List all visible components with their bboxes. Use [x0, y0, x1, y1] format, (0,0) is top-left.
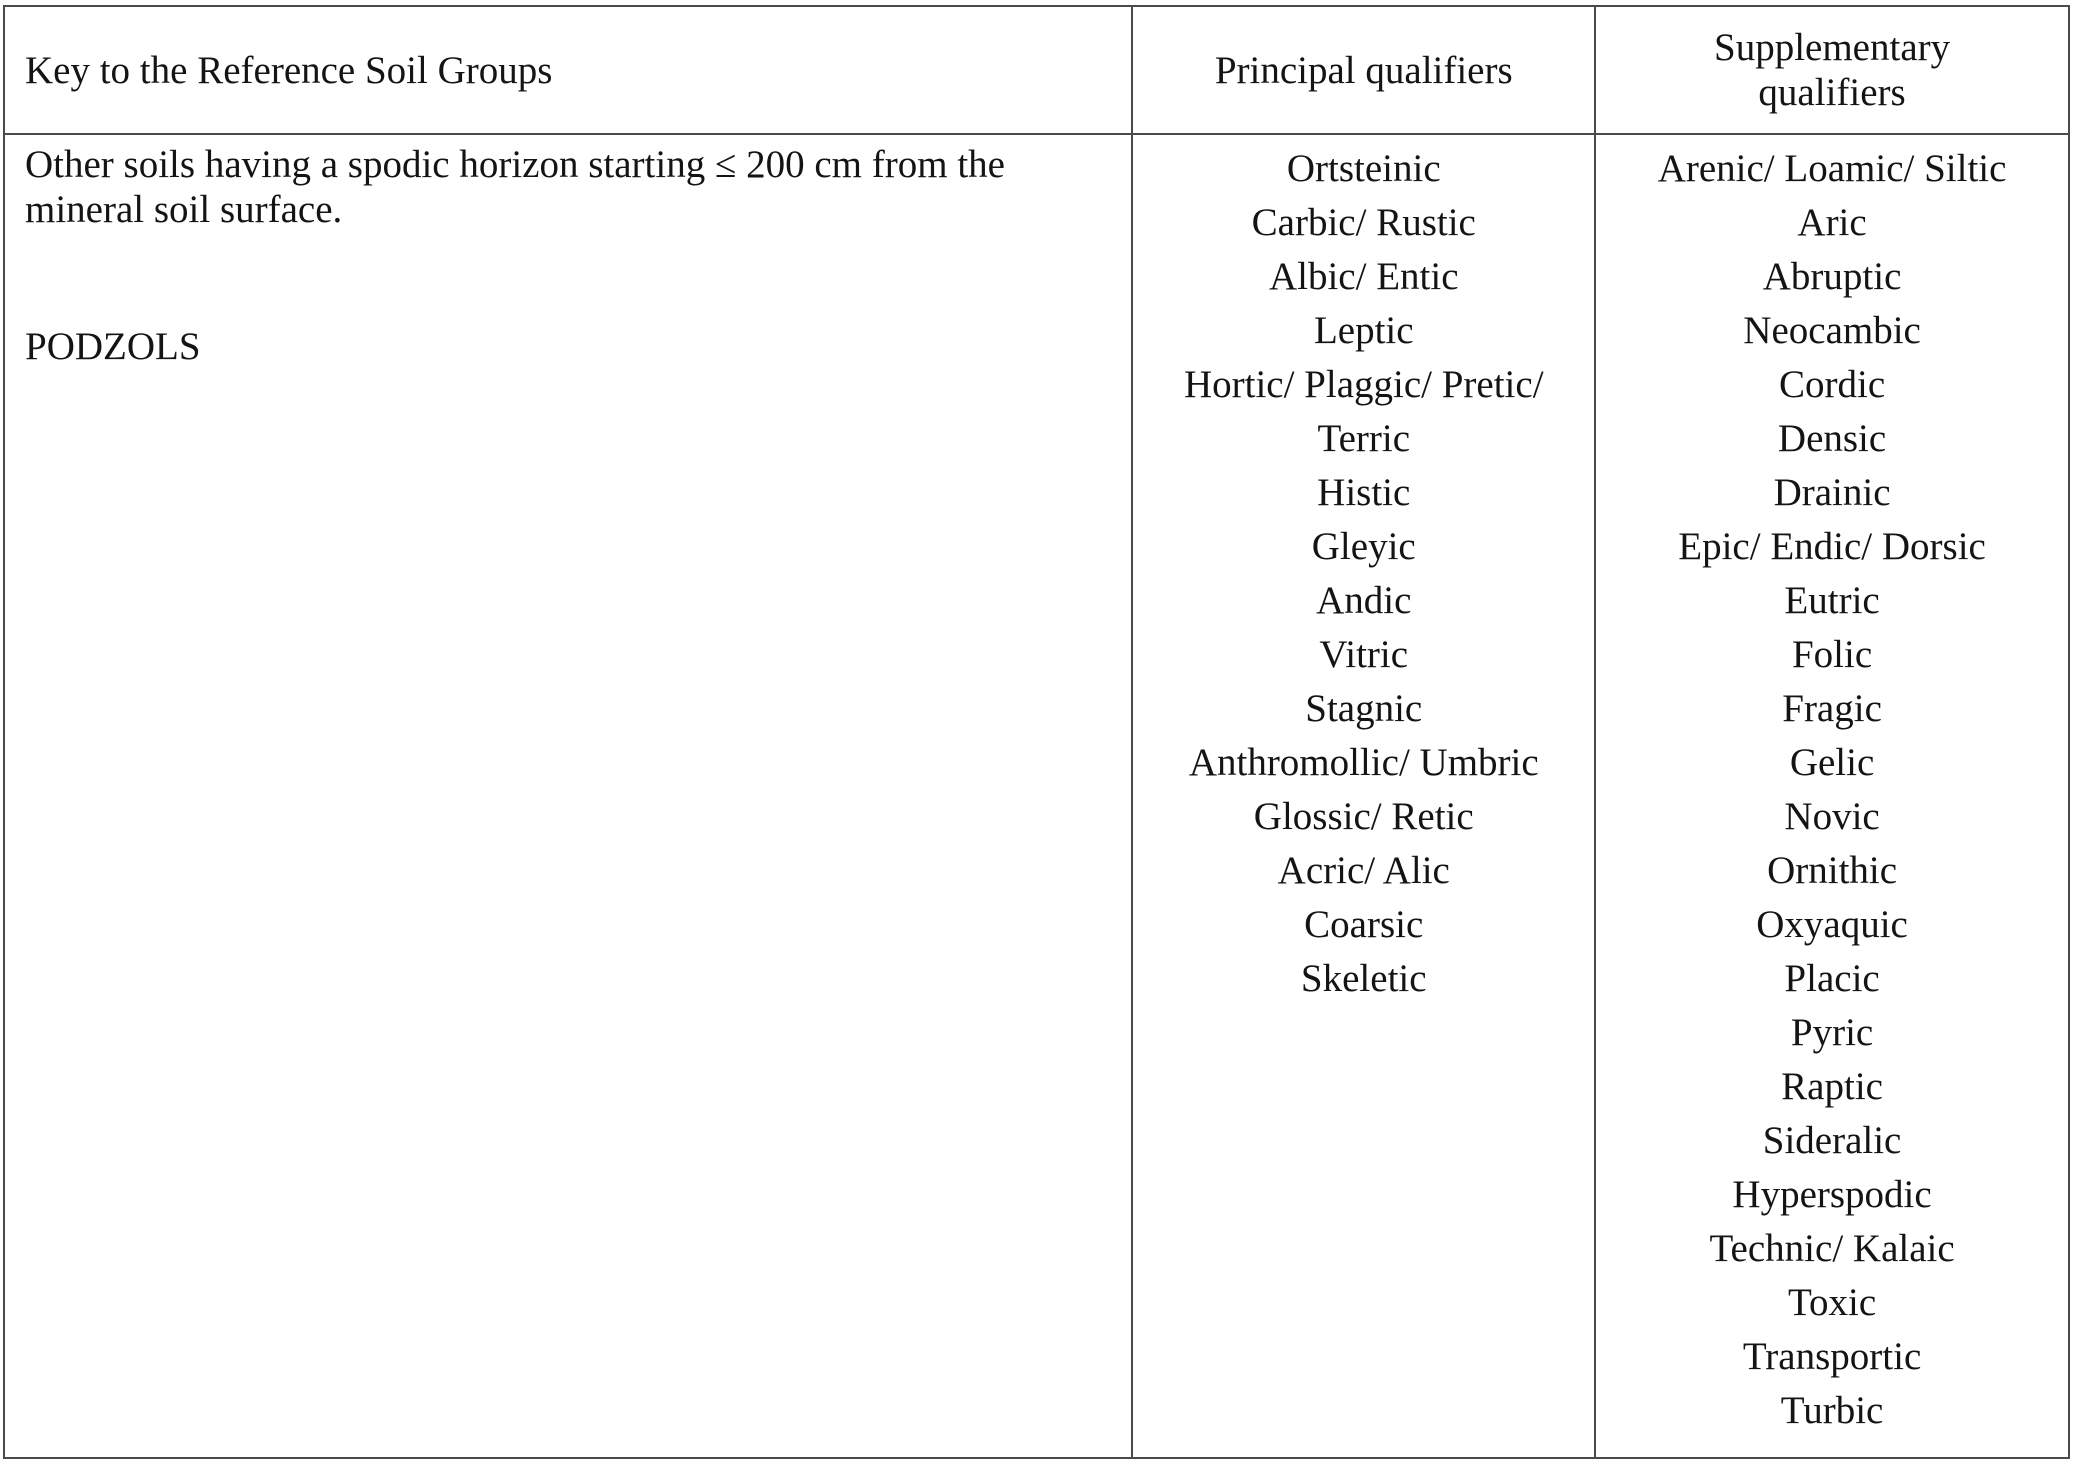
principal-qualifier-item: Coarsic [1304, 903, 1424, 946]
header-key: Key to the Reference Soil Groups [4, 6, 1132, 134]
supplementary-qualifier-item: Arenic/ Loamic/ Siltic [1657, 147, 2007, 190]
supplementary-qualifier-item: Abruptic [1762, 255, 1902, 298]
supplementary-qualifier-item: Cordic [1778, 363, 1886, 406]
principal-qualifier-item: Terric [1317, 417, 1411, 460]
principal-qualifier-item: Skeletic [1300, 957, 1427, 1000]
header-principal-qualifiers: Principal qualifiers [1132, 6, 1595, 134]
principal-qualifier-item: Vitric [1319, 633, 1409, 676]
supplementary-qualifier-item: Placic [1784, 957, 1880, 1000]
key-description: Other soils having a spodic horizon starting ≤ 200 cm from the mineral soil surface. [25, 143, 1005, 231]
principal-qualifier-item: Stagnic [1305, 687, 1423, 730]
supplementary-qualifier-item: Hyperspodic [1732, 1173, 1932, 1216]
supplementary-qualifier-item: Raptic [1781, 1065, 1883, 1108]
header-supplementary-line1: Supplementary [1714, 26, 1951, 69]
principal-qualifier-item: Albic/ Entic [1268, 255, 1459, 298]
supplementary-qualifier-item: Gelic [1789, 741, 1875, 784]
supplementary-qualifier-item: Toxic [1787, 1281, 1877, 1324]
principal-qualifier-item: Acric/ Alic [1277, 849, 1450, 892]
supplementary-qualifier-item: Aric [1797, 201, 1867, 244]
supplementary-qualifiers-list [1596, 142, 2068, 1438]
principal-qualifier-item: Andic [1316, 579, 1412, 622]
reference-soil-group-name: PODZOLS [25, 325, 201, 368]
principal-qualifier-item: Ortsteinic [1286, 147, 1441, 190]
key-cell [4, 134, 1132, 1458]
supplementary-qualifier-item: Transportic [1742, 1335, 1922, 1378]
principal-qualifiers-cell [1132, 134, 1595, 1458]
principal-qualifier-item: Glossic/ Retic [1253, 795, 1474, 838]
supplementary-qualifier-item: Pyric [1790, 1011, 1874, 1054]
supplementary-qualifier-item: Technic/ Kalaic [1709, 1227, 1955, 1270]
principal-qualifiers-list [1133, 142, 1594, 1006]
supplementary-qualifier-item: Neocambic [1743, 309, 1921, 352]
principal-qualifier-item: Gleyic [1311, 525, 1416, 568]
principal-qualifier-item: Histic [1317, 471, 1411, 514]
supplementary-qualifiers-cell [1595, 134, 2069, 1458]
principal-qualifier-item: Leptic [1313, 309, 1414, 352]
header-supplementary-qualifiers [1595, 6, 2069, 134]
supplementary-qualifier-item: Sideralic [1762, 1119, 1902, 1162]
supplementary-qualifier-item: Eutric [1784, 579, 1880, 622]
supplementary-qualifier-item: Fragic [1782, 687, 1882, 730]
table-header-row [4, 6, 2069, 134]
supplementary-qualifier-item: Drainic [1773, 471, 1891, 514]
supplementary-qualifier-item: Densic [1777, 417, 1887, 460]
supplementary-qualifier-item: Ornithic [1767, 849, 1898, 892]
principal-qualifier-item: Hortic/ Plaggic/ Pretic/ [1183, 363, 1544, 406]
principal-qualifier-item: Anthromollic/ Umbric [1188, 741, 1539, 784]
header-supplementary-line2: qualifiers [1758, 71, 1906, 114]
table-row [4, 134, 2069, 1458]
supplementary-qualifier-item: Folic [1791, 633, 1873, 676]
supplementary-qualifier-item: Turbic [1780, 1389, 1884, 1432]
supplementary-qualifier-item: Epic/ Endic/ Dorsic [1678, 525, 1986, 568]
supplementary-qualifier-item: Novic [1784, 795, 1880, 838]
principal-qualifier-item: Carbic/ Rustic [1251, 201, 1476, 244]
supplementary-qualifier-item: Oxyaquic [1756, 903, 1908, 946]
soil-groups-table [3, 5, 2070, 1459]
